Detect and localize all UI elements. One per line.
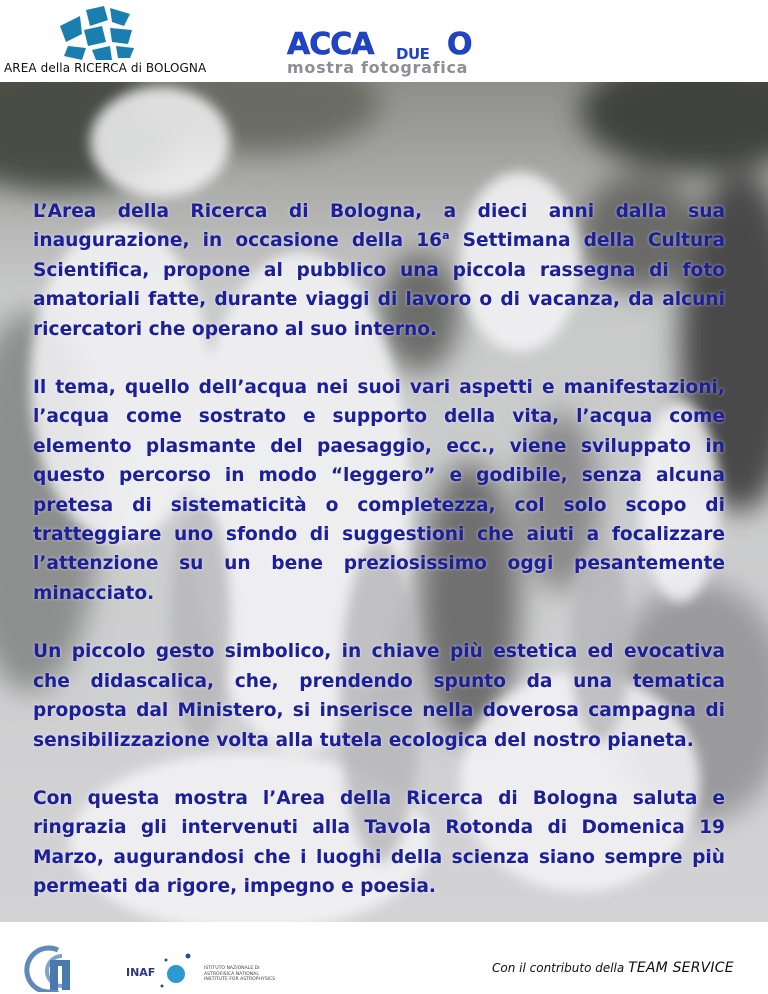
sponsor-name: TEAM SERVICE [628,960,734,976]
exhibit-title-acca: ACCA [287,27,374,62]
waterfall-photo [0,82,768,922]
paragraph-gesture: Un piccolo gesto simbolico, in chiave più estetica ed evocativa che didascalica, che, prendendo spunto da una tematica proposta dal Ministero, si inserisce nella doverosa campagna di sensibilizzazione volta alla tutela ecologica del nostro pianeta. [33,641,725,751]
paragraph-theme: Il tema, quello dell’acqua nei suoi vari aspetti e manifestazioni, l’acqua come sostrato e supporto della vita, l’acqua come elemento plasmante del paesaggio, ecc., viene sviluppato in questo percorso in modo “leggero” e godibile, senza alcuna pretesa di sistematicità o completezza, col solo scopo di tratteggiare uno sfondo di suggestioni che aiuti a focalizzare l’attenzione su un bene preziosissimo oggi pesantemente minacciato. [33,377,725,604]
sponsor-prefix: Con il contributo della [492,961,625,975]
exhibit-subtitle: mostra fotografica [287,58,469,77]
inaf-label: INAF [126,966,156,979]
exhibit-title-o: O [447,27,472,62]
paragraph-thanks: Con questa mostra l’Area della Ricerca di Bologna saluta e ringrazia gli intervenuti alla Tavola Rotonda di Domenica 19 Marzo, augurandosi che i luoghi della scienza siano sempre più permeati da rigore, impegno e poesia. [33,787,725,898]
ordinal-superscript: a [442,229,450,243]
footer [0,922,768,994]
sponsor-credit [492,960,734,976]
exhibit-description [33,197,725,922]
paragraph-intro-text-a: L’Area della Ricerca di Bologna, a dieci anni dalla sua inaugurazione, in occasione della 16 [33,201,725,252]
area-label: AREA della RICERCA di BOLOGNA [4,61,207,75]
header [0,0,768,82]
inaf-logo [126,950,286,994]
paragraph-intro [33,197,725,344]
cnr-logo-icon [52,4,142,62]
inaf-fine-print: ISTITUTO NAZIONALE DI ASTROFISICA NATIONAL INSTITUTE FOR ASTROPHYSICS [204,966,276,982]
paragraph-intro-text-b: Settimana della Cultura Scientifica, propone al pubblico una piccola rassegna di foto amatoriali fatte, durante viaggi di lavoro o di vacanza, da alcuni ricercatori che operano al suo interno. [33,230,726,340]
exhibit-title-due: DUE [396,45,430,63]
cnr-emblem-icon [18,942,80,992]
inaf-globe-icon [126,950,206,994]
